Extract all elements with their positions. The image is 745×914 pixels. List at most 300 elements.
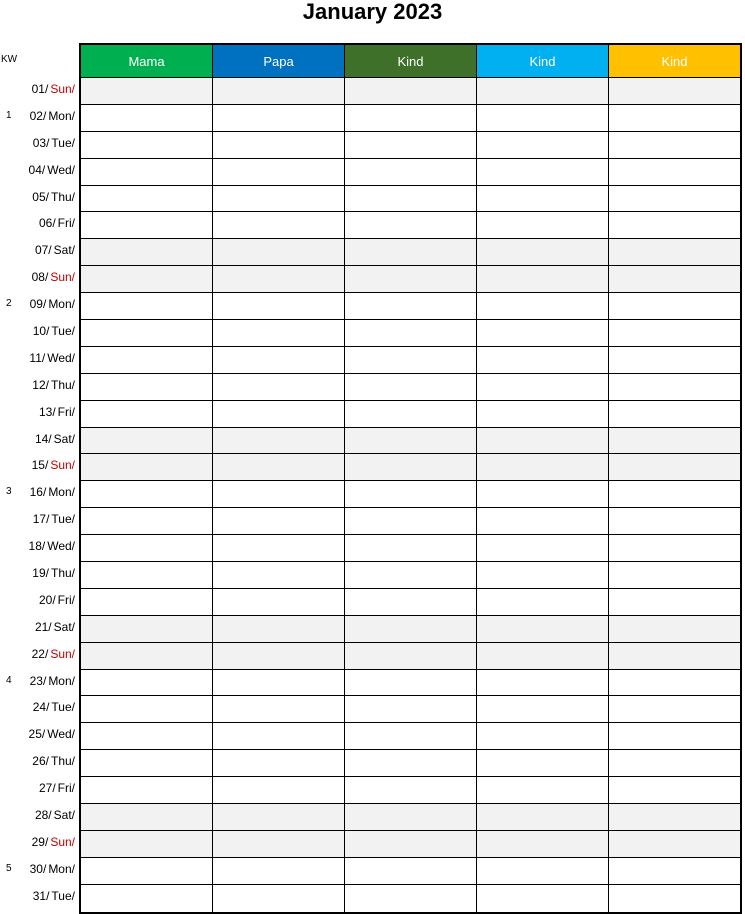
- date-label-row: [0, 641, 79, 668]
- entry-cell-kind[interactable]: [609, 78, 740, 104]
- entry-cell-kind[interactable]: [345, 212, 477, 238]
- table-row: [81, 750, 740, 777]
- entry-cell-kind[interactable]: [345, 750, 477, 776]
- weekday-name: Sun/: [50, 834, 75, 849]
- entry-cell-mama[interactable]: [81, 266, 213, 292]
- column-header-kind: Kind: [345, 45, 477, 77]
- table-row: [81, 159, 740, 186]
- entry-cell-papa[interactable]: [213, 885, 345, 912]
- entry-cell-kind[interactable]: [477, 132, 609, 158]
- entry-cell-kind[interactable]: [477, 804, 609, 830]
- week-number: 3: [6, 486, 12, 498]
- entry-cell-kind[interactable]: [609, 696, 740, 722]
- entry-cell-papa[interactable]: [213, 643, 345, 669]
- entry-cell-kind[interactable]: [609, 374, 740, 400]
- week-number: 5: [6, 862, 12, 874]
- date-label: [35, 432, 75, 446]
- date-label-row: [0, 668, 79, 695]
- weekday-name: Sat/: [53, 808, 75, 823]
- entry-cell-mama[interactable]: [81, 293, 213, 319]
- entry-cell-kind[interactable]: [477, 186, 609, 212]
- entry-cell-kind[interactable]: [345, 831, 477, 857]
- date-label: [33, 889, 75, 903]
- column-header-kind: Kind: [477, 45, 609, 77]
- entry-cell-kind[interactable]: [345, 858, 477, 884]
- day-number: 19/: [32, 566, 49, 581]
- date-label-row: [0, 506, 79, 533]
- day-number: 22/: [31, 646, 49, 661]
- weekday-name: Mon/: [48, 485, 75, 500]
- entry-cell-kind[interactable]: [345, 105, 477, 131]
- entry-cell-mama[interactable]: [81, 159, 213, 185]
- entry-cell-kind[interactable]: [477, 374, 609, 400]
- table-body: [81, 78, 740, 912]
- day-number: 27/: [38, 781, 56, 796]
- entry-cell-mama[interactable]: [81, 239, 213, 265]
- entry-cell-mama[interactable]: [81, 320, 213, 346]
- entry-cell-papa[interactable]: [213, 616, 345, 642]
- entry-cell-mama[interactable]: [81, 401, 213, 427]
- entry-cell-papa[interactable]: [213, 293, 345, 319]
- table-row: [81, 858, 740, 885]
- day-number: 09/: [29, 297, 47, 312]
- column-header-papa: Papa: [213, 45, 345, 77]
- entry-cell-kind[interactable]: [345, 454, 477, 480]
- entry-cell-kind[interactable]: [345, 723, 477, 749]
- entry-cell-papa[interactable]: [213, 159, 345, 185]
- entry-cell-papa[interactable]: [213, 777, 345, 803]
- entry-cell-mama[interactable]: [81, 723, 213, 749]
- entry-cell-kind[interactable]: [609, 186, 740, 212]
- entry-cell-mama[interactable]: [81, 374, 213, 400]
- table-row: [81, 239, 740, 266]
- calendar-table: [79, 43, 742, 914]
- date-label-row: [0, 748, 79, 775]
- entry-cell-kind[interactable]: [345, 616, 477, 642]
- entry-cell-papa[interactable]: [213, 831, 345, 857]
- date-label-row: [0, 426, 79, 453]
- day-number: 25/: [28, 727, 46, 742]
- entry-cell-mama[interactable]: [81, 885, 213, 912]
- entry-cell-papa[interactable]: [213, 804, 345, 830]
- entry-cell-papa[interactable]: [213, 858, 345, 884]
- entry-cell-mama[interactable]: [81, 132, 213, 158]
- day-number: 23/: [29, 673, 47, 688]
- date-label: [29, 163, 75, 177]
- date-label-row: [0, 130, 79, 157]
- entry-cell-mama[interactable]: [81, 508, 213, 534]
- column-header-row: [81, 45, 740, 78]
- weekday-name: Thu/: [50, 377, 75, 392]
- entry-cell-kind[interactable]: [345, 481, 477, 507]
- entry-cell-kind[interactable]: [609, 239, 740, 265]
- entry-cell-kind[interactable]: [609, 266, 740, 292]
- week-number: 1: [6, 109, 12, 121]
- weekday-name: Fri/: [57, 404, 75, 419]
- weekday-name: Wed/: [47, 350, 75, 365]
- weekday-name: Tue/: [51, 512, 75, 527]
- entry-cell-mama[interactable]: [81, 804, 213, 830]
- entry-cell-mama[interactable]: [81, 535, 213, 561]
- entry-cell-kind[interactable]: [477, 535, 609, 561]
- date-label: [29, 351, 75, 365]
- table-row: [81, 723, 740, 750]
- entry-cell-mama[interactable]: [81, 670, 213, 696]
- day-number: 30/: [29, 861, 47, 876]
- table-row: [81, 78, 740, 105]
- entry-cell-kind[interactable]: [345, 885, 477, 912]
- entry-cell-kind[interactable]: [609, 481, 740, 507]
- table-row: [81, 885, 740, 912]
- weekday-name: Sat/: [53, 619, 75, 634]
- entry-cell-kind[interactable]: [477, 750, 609, 776]
- entry-cell-mama[interactable]: [81, 186, 213, 212]
- entry-cell-kind[interactable]: [345, 132, 477, 158]
- entry-cell-kind[interactable]: [609, 347, 740, 373]
- date-label-row: [0, 372, 79, 399]
- entry-cell-mama[interactable]: [81, 212, 213, 238]
- entry-cell-papa[interactable]: [213, 239, 345, 265]
- table-row: [81, 320, 740, 347]
- column-header-mama: Mama: [81, 45, 213, 77]
- entry-cell-papa[interactable]: [213, 696, 345, 722]
- entry-cell-kind[interactable]: [345, 508, 477, 534]
- entry-cell-papa[interactable]: [213, 428, 345, 454]
- entry-cell-kind[interactable]: [609, 562, 740, 588]
- date-label: [35, 243, 75, 257]
- weekday-name: Mon/: [48, 108, 75, 123]
- day-number: 06/: [38, 216, 56, 231]
- entry-cell-kind[interactable]: [477, 239, 609, 265]
- entry-cell-mama[interactable]: [81, 858, 213, 884]
- entry-cell-mama[interactable]: [81, 454, 213, 480]
- entry-cell-kind[interactable]: [477, 481, 609, 507]
- table-row: [81, 374, 740, 401]
- date-label: [32, 647, 75, 661]
- entry-cell-kind[interactable]: [345, 266, 477, 292]
- entry-cell-kind[interactable]: [345, 320, 477, 346]
- entry-cell-mama[interactable]: [81, 643, 213, 669]
- table-row: [81, 347, 740, 374]
- entry-cell-kind[interactable]: [477, 428, 609, 454]
- week-number: 4: [6, 674, 12, 686]
- entry-cell-kind[interactable]: [477, 589, 609, 615]
- entry-cell-kind[interactable]: [477, 723, 609, 749]
- table-row: [81, 616, 740, 643]
- date-label-row: [0, 237, 79, 264]
- entry-cell-kind[interactable]: [477, 105, 609, 131]
- weekday-name: Sun/: [50, 270, 75, 285]
- entry-cell-kind[interactable]: [345, 535, 477, 561]
- entry-cell-kind[interactable]: [345, 374, 477, 400]
- day-number: 04/: [28, 162, 46, 177]
- date-label: [30, 297, 75, 311]
- entry-cell-kind[interactable]: [609, 105, 740, 131]
- weekday-name: Thu/: [50, 189, 75, 204]
- entry-cell-kind[interactable]: [345, 293, 477, 319]
- entry-cell-kind[interactable]: [345, 804, 477, 830]
- date-label: [32, 835, 75, 849]
- entry-cell-kind[interactable]: [477, 858, 609, 884]
- entry-cell-kind[interactable]: [609, 535, 740, 561]
- day-number: 28/: [34, 808, 52, 823]
- day-number: 02/: [29, 108, 47, 123]
- entry-cell-kind[interactable]: [609, 831, 740, 857]
- date-label: [30, 674, 75, 688]
- entry-cell-kind[interactable]: [609, 670, 740, 696]
- entry-cell-kind[interactable]: [477, 159, 609, 185]
- day-number: 21/: [34, 619, 52, 634]
- page-title: January 2023: [302, 0, 443, 24]
- entry-cell-kind[interactable]: [477, 401, 609, 427]
- table-row: [81, 132, 740, 159]
- entry-cell-mama[interactable]: [81, 428, 213, 454]
- entry-cell-papa[interactable]: [213, 535, 345, 561]
- table-row: [81, 804, 740, 831]
- table-row: [81, 508, 740, 535]
- entry-cell-kind[interactable]: [345, 643, 477, 669]
- entry-cell-kind[interactable]: [609, 428, 740, 454]
- date-label: [35, 620, 75, 634]
- entry-cell-papa[interactable]: [213, 750, 345, 776]
- table-row: [81, 186, 740, 213]
- entry-cell-papa[interactable]: [213, 374, 345, 400]
- day-number: 16/: [29, 485, 47, 500]
- entry-cell-kind[interactable]: [609, 508, 740, 534]
- entry-cell-papa[interactable]: [213, 212, 345, 238]
- date-label: [29, 727, 75, 741]
- weekday-name: Sun/: [50, 458, 75, 473]
- date-label: [35, 808, 75, 822]
- entry-cell-kind[interactable]: [477, 293, 609, 319]
- entry-cell-kind[interactable]: [609, 589, 740, 615]
- date-label: [32, 190, 75, 204]
- date-label: [33, 136, 75, 150]
- entry-cell-kind[interactable]: [477, 347, 609, 373]
- entry-cell-papa[interactable]: [213, 670, 345, 696]
- entry-cell-kind[interactable]: [345, 696, 477, 722]
- date-label: [32, 82, 75, 96]
- date-label-row: [0, 533, 79, 560]
- entry-cell-mama[interactable]: [81, 750, 213, 776]
- weekday-name: Mon/: [48, 297, 75, 312]
- entry-cell-papa[interactable]: [213, 105, 345, 131]
- date-label: [33, 324, 75, 338]
- weekday-name: Fri/: [57, 781, 75, 796]
- entry-cell-papa[interactable]: [213, 320, 345, 346]
- entry-cell-kind[interactable]: [477, 885, 609, 912]
- entry-cell-papa[interactable]: [213, 132, 345, 158]
- date-label-row: [0, 479, 79, 506]
- entry-cell-kind[interactable]: [609, 293, 740, 319]
- entry-cell-papa[interactable]: [213, 508, 345, 534]
- weekday-name: Mon/: [48, 861, 75, 876]
- entry-cell-kind[interactable]: [609, 643, 740, 669]
- date-label: [33, 512, 75, 526]
- date-label: [32, 458, 75, 472]
- entry-cell-kind[interactable]: [609, 885, 740, 912]
- entry-cell-kind[interactable]: [477, 508, 609, 534]
- entry-cell-kind[interactable]: [609, 723, 740, 749]
- day-number: 18/: [28, 539, 46, 554]
- table-row: [81, 105, 740, 132]
- weekday-name: Mon/: [48, 673, 75, 688]
- entry-cell-kind[interactable]: [345, 239, 477, 265]
- entry-cell-kind[interactable]: [609, 454, 740, 480]
- entry-cell-mama[interactable]: [81, 562, 213, 588]
- entry-cell-kind[interactable]: [345, 347, 477, 373]
- day-number: 14/: [34, 431, 52, 446]
- entry-cell-papa[interactable]: [213, 266, 345, 292]
- table-row: [81, 562, 740, 589]
- entry-cell-kind[interactable]: [609, 750, 740, 776]
- entry-cell-kind[interactable]: [345, 670, 477, 696]
- entry-cell-papa[interactable]: [213, 723, 345, 749]
- entry-cell-papa[interactable]: [213, 589, 345, 615]
- date-label: [32, 566, 75, 580]
- entry-cell-kind[interactable]: [477, 777, 609, 803]
- table-row: [81, 454, 740, 481]
- entry-cell-kind[interactable]: [345, 78, 477, 104]
- entry-cell-kind[interactable]: [477, 696, 609, 722]
- date-label: [39, 781, 75, 795]
- date-label-row: [0, 399, 79, 426]
- entry-cell-mama[interactable]: [81, 105, 213, 131]
- weekday-name: Sun/: [50, 646, 75, 661]
- day-number: 17/: [32, 512, 50, 527]
- day-number: 15/: [31, 458, 49, 473]
- date-label-row: [0, 452, 79, 479]
- entry-cell-kind[interactable]: [609, 804, 740, 830]
- entry-cell-kind[interactable]: [609, 212, 740, 238]
- table-row: [81, 401, 740, 428]
- date-label: [32, 754, 75, 768]
- entry-cell-papa[interactable]: [213, 78, 345, 104]
- date-label: [33, 700, 75, 714]
- weekday-name: Sat/: [53, 431, 75, 446]
- entry-cell-kind[interactable]: [345, 401, 477, 427]
- weekday-name: Wed/: [47, 539, 75, 554]
- entry-cell-kind[interactable]: [609, 777, 740, 803]
- table-row: [81, 589, 740, 616]
- weekday-name: Tue/: [51, 888, 75, 903]
- entry-cell-kind[interactable]: [345, 428, 477, 454]
- entry-cell-mama[interactable]: [81, 616, 213, 642]
- table-row: [81, 831, 740, 858]
- date-label-row: [0, 560, 79, 587]
- table-row: [81, 481, 740, 508]
- table-row: [81, 428, 740, 455]
- entry-cell-papa[interactable]: [213, 186, 345, 212]
- date-label: [30, 485, 75, 499]
- entry-cell-kind[interactable]: [345, 589, 477, 615]
- entry-cell-kind[interactable]: [477, 454, 609, 480]
- day-number: 24/: [32, 700, 50, 715]
- entry-cell-kind[interactable]: [345, 186, 477, 212]
- day-number: 07/: [34, 243, 52, 258]
- day-number: 05/: [32, 189, 49, 204]
- entry-cell-kind[interactable]: [477, 616, 609, 642]
- date-label-row: [0, 856, 79, 883]
- date-label-row: [0, 264, 79, 291]
- entry-cell-mama[interactable]: [81, 347, 213, 373]
- entry-cell-kind[interactable]: [345, 777, 477, 803]
- day-number: 03/: [32, 135, 50, 150]
- weekday-name: Sun/: [50, 82, 75, 96]
- entry-cell-papa[interactable]: [213, 454, 345, 480]
- entry-cell-kind[interactable]: [477, 562, 609, 588]
- entry-cell-papa[interactable]: [213, 347, 345, 373]
- date-label: [39, 593, 75, 607]
- entry-cell-papa[interactable]: [213, 401, 345, 427]
- weekday-name: Tue/: [51, 700, 75, 715]
- weekday-name: Fri/: [57, 592, 75, 607]
- entry-cell-mama[interactable]: [81, 696, 213, 722]
- date-label-row: [0, 291, 79, 318]
- entry-cell-kind[interactable]: [477, 670, 609, 696]
- day-number: 08/: [31, 270, 49, 285]
- entry-cell-mama[interactable]: [81, 481, 213, 507]
- weekday-name: Wed/: [47, 162, 75, 177]
- date-label-row: [0, 76, 79, 103]
- entry-cell-kind[interactable]: [477, 643, 609, 669]
- entry-cell-mama[interactable]: [81, 78, 213, 104]
- entry-cell-kind[interactable]: [477, 266, 609, 292]
- week-number: 2: [6, 298, 12, 310]
- entry-cell-kind[interactable]: [477, 831, 609, 857]
- weekday-name: Fri/: [57, 216, 75, 231]
- entry-cell-kind[interactable]: [477, 78, 609, 104]
- entry-cell-papa[interactable]: [213, 481, 345, 507]
- entry-cell-kind[interactable]: [609, 320, 740, 346]
- date-label-row: [0, 103, 79, 130]
- date-label: [30, 109, 75, 123]
- date-label-row: [0, 721, 79, 748]
- date-label-row: [0, 587, 79, 614]
- entry-cell-mama[interactable]: [81, 831, 213, 857]
- date-label-row: [0, 694, 79, 721]
- date-label-row: [0, 345, 79, 372]
- day-number: 11/: [29, 350, 46, 365]
- entry-cell-mama[interactable]: [81, 777, 213, 803]
- day-number: 12/: [32, 377, 49, 392]
- date-label-row: [0, 184, 79, 211]
- weekday-name: Sat/: [53, 243, 75, 258]
- entry-cell-kind[interactable]: [609, 159, 740, 185]
- day-number: 26/: [32, 754, 49, 769]
- entry-cell-kind[interactable]: [477, 212, 609, 238]
- date-label: [32, 270, 75, 284]
- entry-cell-kind[interactable]: [609, 616, 740, 642]
- table-row: [81, 212, 740, 239]
- date-label-row: [0, 775, 79, 802]
- entry-cell-papa[interactable]: [213, 562, 345, 588]
- entry-cell-kind[interactable]: [609, 858, 740, 884]
- entry-cell-kind[interactable]: [345, 562, 477, 588]
- table-row: [81, 266, 740, 293]
- date-label: [29, 539, 75, 553]
- entry-cell-kind[interactable]: [609, 132, 740, 158]
- date-label: [39, 405, 75, 419]
- date-column: [0, 76, 79, 910]
- date-label-row: [0, 883, 79, 910]
- date-label-row: [0, 829, 79, 856]
- entry-cell-kind[interactable]: [609, 401, 740, 427]
- entry-cell-kind[interactable]: [345, 159, 477, 185]
- entry-cell-kind[interactable]: [477, 320, 609, 346]
- entry-cell-mama[interactable]: [81, 589, 213, 615]
- day-number: 10/: [32, 324, 50, 339]
